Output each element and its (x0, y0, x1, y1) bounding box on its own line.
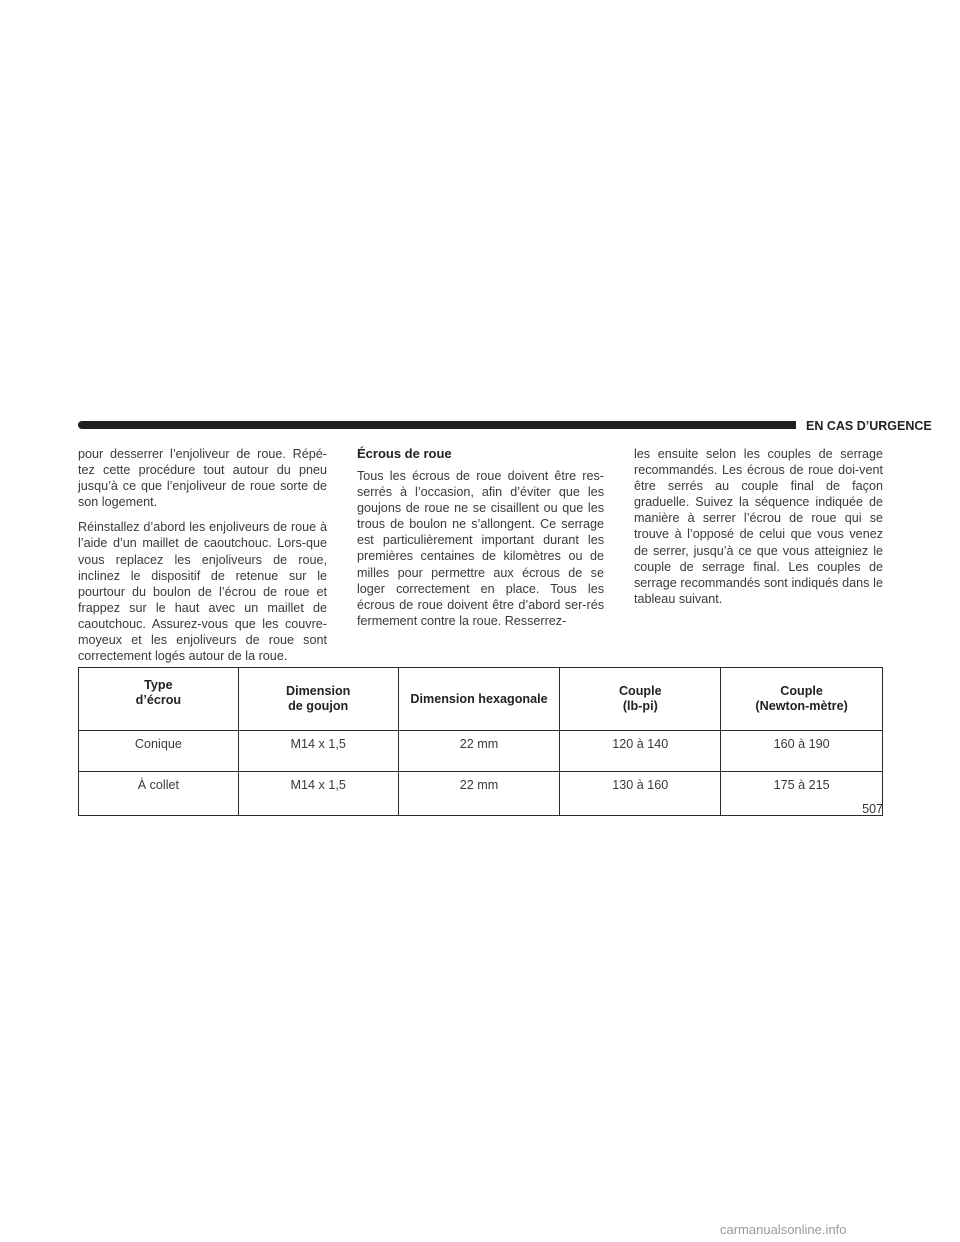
header-hex-dimension (398, 668, 560, 731)
column-3 (634, 446, 883, 616)
cell-nut-type: Conique (79, 731, 239, 772)
column-3-paragraph: les ensuite selon les couples de serrage recommandés. Les écrous de roue doi-vent être serrés au couple final de façon graduelle. Suivez la séquence indiquée de manière à serrer l’écrou de roue qui se trouve à l’opposé de celui que vous venez de serrer, jusqu’à ce que vous atteigniez le couple de serrage final. Les couples de serrage recommandés sont indiqués dans le tableau suivant. (634, 447, 883, 606)
header-nut-type-line1: Type (144, 678, 173, 692)
header-torque-lbft-line2: (lb-pi) (622, 699, 658, 713)
cell-stud-dimension: M14 x 1,5 (238, 731, 398, 772)
column-1-paragraph-1: pour desserrer l’enjoliveur de roue. Répé-tez cette procédure tout autour du pneu jusqu’à ce que l’enjoliveur de roue sorte de son logement. (78, 447, 327, 510)
header-torque-nm-line1: Couple (780, 684, 823, 698)
watermark-link[interactable]: carmanualsonline.info (720, 1222, 847, 1237)
header-stud-dimension (238, 668, 398, 731)
torque-table (78, 667, 883, 816)
cell-nut-type: À collet (79, 772, 239, 816)
cell-torque-lbft: 120 à 140 (560, 731, 721, 772)
header-torque-lbft (560, 668, 721, 731)
column-2 (357, 446, 604, 638)
header-nut-type (79, 668, 239, 731)
table-row (79, 772, 883, 816)
header-stud-dimension-line1: Dimension (285, 684, 351, 698)
column-2-paragraph: Tous les écrous de roue doivent être res-serrés à l’occasion, afin d’éviter que les goujons de roue ne se cisaillent ou que les trous de boulon ne s’allongent. Ce serrage est particulièrement important durant les premières centaines de kilomètres ou de milles pour permettre aux écrous de se loger correctement en place. Tous les écrous de roue doivent être d’abord ser-rés fermement contre la roue. Resserrez- (357, 469, 604, 628)
header-hex-dimension-label: Dimension hexagonale (410, 691, 548, 706)
cell-torque-nm: 160 à 190 (721, 731, 883, 772)
column-1 (78, 446, 327, 673)
page-number: 507 (862, 802, 883, 816)
header-torque-lbft-line1: Couple (618, 684, 662, 698)
table-row (79, 731, 883, 772)
cell-torque-lbft: 130 à 160 (560, 772, 721, 816)
column-1-paragraph-2: Réinstallez d’abord les enjoliveurs de roue à l’aide d’un maillet de caoutchouc. Lors-que vous replacez les enjoliveurs de roue, inclinez le dispositif de retenue sur le pourtour du boulon de l’écrou de roue et frappez sur le haut avec un maillet de caoutchouc. Assurez-vous que les couvre-moyeux et les enjoliveurs de roue sont correctement logés autour de la roue. (78, 520, 327, 664)
header-rule (78, 421, 796, 429)
table-header-row (79, 668, 883, 731)
cell-hex-dimension: 22 mm (398, 772, 560, 816)
wheel-nuts-heading: Écrous de roue (357, 446, 452, 461)
cell-hex-dimension: 22 mm (398, 731, 560, 772)
section-title: EN CAS D’URGENCE (806, 419, 932, 433)
header-torque-nm (721, 668, 883, 731)
header-stud-dimension-line2: de goujon (288, 699, 349, 713)
cell-stud-dimension: M14 x 1,5 (238, 772, 398, 816)
header-nut-type-line2: d’écrou (135, 693, 182, 707)
cell-torque-nm: 175 à 215 (721, 772, 883, 816)
header-torque-nm-line2: (Newton-mètre) (755, 699, 848, 713)
